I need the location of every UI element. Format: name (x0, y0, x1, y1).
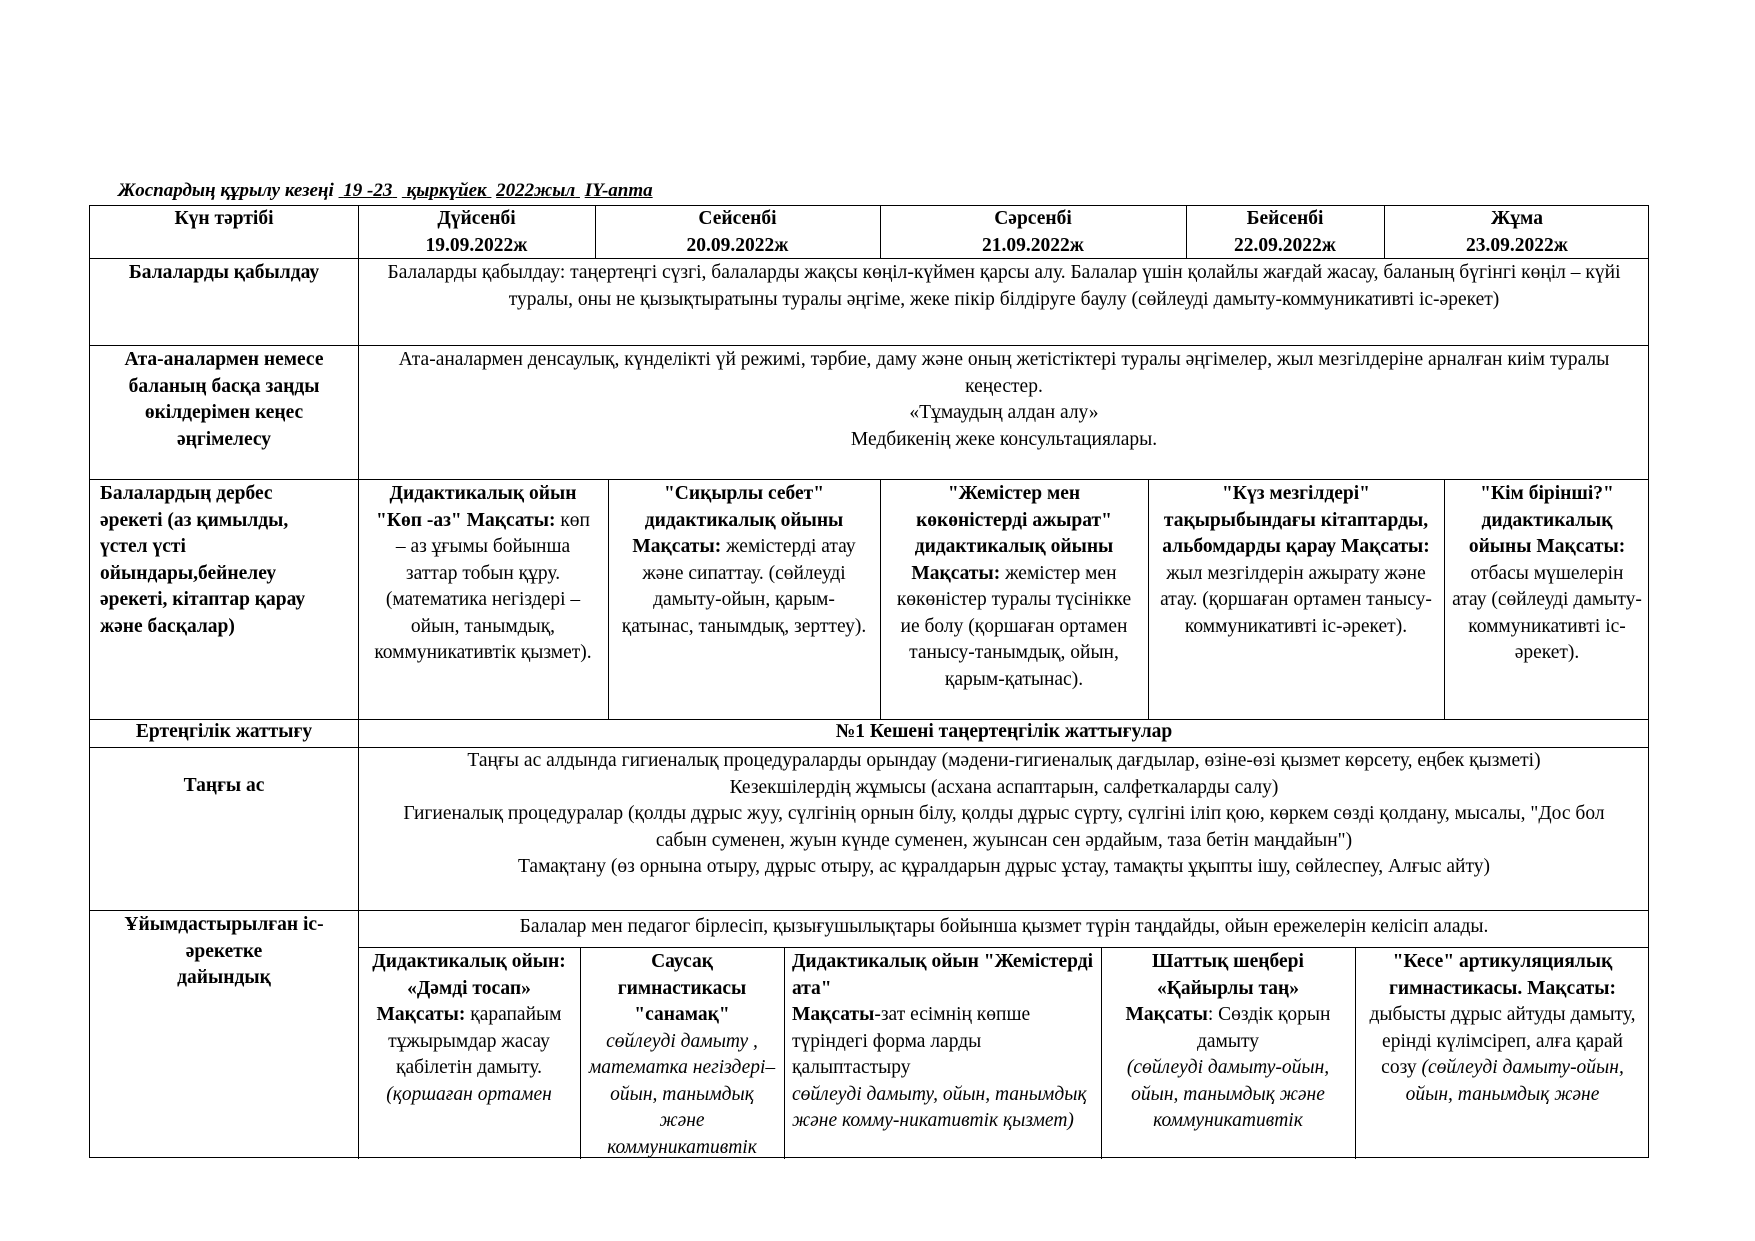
cell-goal-label: Мақсаты: (1527, 977, 1616, 999)
label-line: әрекеті, кітаптар қарау (100, 589, 306, 610)
title-prefix: Жоспардың құрылу кезеңі (118, 180, 334, 201)
cell-note: (сөйлеуді дамыту-ойын, ойын, танымдық және коммуникативтік (1126, 1057, 1330, 1131)
parents-line: Медбикенің жеке консультациялары. (850, 428, 1158, 450)
cell-title: "Кім бірінші?" дидактикалық ойыны (1468, 483, 1614, 557)
row-label-organized (90, 910, 358, 1159)
cell-note: (қоршаған ортамен танысу-танымдық, ойын, қарым-қатынас). (909, 615, 1128, 690)
cell-note: (қоршаған ортамен танысу-коммуникативті іс-әрекет). (1184, 589, 1432, 637)
day-name: Бейсенбі (1246, 208, 1324, 229)
organized-cell-3 (784, 947, 1101, 1159)
cell-goal: жыл мезгілдерін ажырату және атау. (1160, 562, 1426, 610)
cell-goal: көп – аз ұғымы бойынша заттар тобын құру. (395, 509, 590, 584)
cell-goal-label: Мақсаты: (632, 536, 722, 557)
day-name: Жұма (1491, 208, 1543, 229)
cell-goal-label: Мақсаты: (1536, 536, 1626, 557)
day-date: 20.09.2022ж (686, 234, 789, 256)
breakfast-line: Гигиеналық процедуралар (қолды дұрыс жуу, сүлгінің орнын білу, қолды дұрыс сүрту, сүлгіні іліп қою, көркем сөзді қолдану, мысалы, "Дос бол сабын суменен, жуын күнде суменен, жуынсан сен әрдайым, таза бетін маңдайын") (403, 803, 1605, 851)
independent-cell-4 (1148, 479, 1444, 719)
label-line: Балалардың дербес (100, 483, 273, 504)
independent-cell-3 (880, 479, 1148, 719)
organized-cell-1 (358, 947, 580, 1159)
label-line: әрекеті (аз қимылды, (100, 509, 289, 531)
cell-title: Саусақ гимнастикасы "санамақ" (617, 951, 747, 1025)
breakfast-line: Кезекшілердің жұмысы (асхана аспаптарын, салфеткаларды салу) (729, 776, 1279, 798)
cell-title: Шаттық шеңбері «Қайырлы таң» (1152, 951, 1304, 999)
cell-note: сөйлеуді дамыту, ойын, танымдық және комму-никативтік қызмет) (792, 1083, 1087, 1131)
cell-title: Дидактикалық ойын: «Дәмді тосап» (372, 951, 566, 999)
breakfast-line: Тамақтану (өз орнына отыру, дұрыс отыру, ас құралдарын дұрыс ұстау, тамақты ұқыпты ішу, сөйлеспеу, Алғыс айту) (517, 856, 1491, 877)
cell-goal-label: Мақсаты (1125, 1004, 1208, 1025)
day-name: Сейсенбі (698, 208, 777, 229)
label-line: Ұйымдастырылған іс- (124, 914, 324, 935)
day-date: 19.09.2022ж (425, 234, 528, 256)
header-first-col (90, 206, 358, 258)
parents-text (358, 345, 1650, 479)
cell-title: Дидактикалық ойын "Жемістерді ата" (792, 951, 1094, 999)
cell-title: "Күз мезгілдері" тақырыбындағы кітаптарды, альбомдарды қарау (1162, 483, 1429, 557)
exercise-text-content: №1 Кешені таңертеңгілік жаттығулар (835, 721, 1173, 742)
cell-goal: жемістерді атау және сипаттау. (642, 536, 856, 584)
organized-cell-4 (1101, 947, 1355, 1159)
page-title (118, 180, 653, 202)
cell-goal-label: Мақсаты: (911, 562, 1001, 584)
independent-cell-5 (1444, 479, 1650, 719)
title-month: қыркүйек (406, 180, 487, 201)
day-date: 21.09.2022ж (982, 234, 1084, 256)
label-line: өкілдерімен кеңес (144, 402, 304, 423)
day-name: Дүйсенбі (437, 208, 516, 229)
cell-goal-label: Мақсаты: (1340, 536, 1430, 557)
header-day-1 (358, 206, 595, 258)
independent-cell-2 (608, 479, 880, 719)
cell-title: Дидактикалық ойын "Көп -аз" (376, 483, 577, 531)
independent-cell-1 (358, 479, 608, 719)
cell-note: сөйлеуді дамыту , математка негіздері– ойын, танымдық және коммуникативтік (588, 1030, 776, 1158)
label-line: дайындық (177, 967, 271, 988)
parents-line: Ата-аналармен денсаулық, күнделікті үй режимі, тәрбие, даму және оның жетістіктері туралы әңгімелер, жыл мезгілдеріне арналған киім туралы кеңестер. (398, 349, 1610, 397)
row-label-text: Таңғы ас (183, 775, 265, 796)
cell-title: "Сиқырлы себет" дидактикалық ойыны (644, 483, 844, 531)
label-line: үстел үсті (100, 536, 186, 557)
header-day-2 (595, 206, 880, 258)
header-day-5 (1384, 206, 1650, 258)
row-label-parents (90, 345, 358, 479)
row-label-reception (90, 258, 358, 345)
label-line: әңгімелесу (176, 428, 272, 450)
header-first-col-label: Күн тәртібі (174, 208, 274, 229)
row-label-breakfast (90, 747, 358, 910)
row-label-independent (90, 479, 358, 719)
cell-goal-label: Мақсаты: (376, 1004, 466, 1025)
schedule-table (89, 205, 1649, 1158)
cell-goal: -зат есімнің көпше түріндегі форма ларды қалыптастыру (792, 1004, 1031, 1078)
title-year: 2022жыл (496, 180, 576, 201)
cell-goal: отбасы мүшелерін атау (1452, 562, 1624, 610)
title-week: IY-апта (584, 180, 653, 201)
parents-line: «Тұмаудың алдан алу» (909, 402, 1099, 423)
breakfast-line: Таңғы ас алдында гигиеналық процедураларды орындау (мәдени-гигиеналық дағдылар, өзіне-өзі қызмет көрсету, еңбек қызметі) (467, 750, 1541, 771)
label-line: Ата-аналармен немесе (124, 349, 324, 370)
title-dates: 19 -23 (343, 180, 393, 201)
label-line: баланың басқа заңды (128, 375, 320, 397)
header-day-3 (880, 206, 1186, 258)
cell-goal: қарапайым тұжырымдар жасау қабілетін дамыту. (388, 1004, 562, 1078)
organized-intro (358, 910, 1650, 947)
label-line: және басқалар) (100, 615, 235, 637)
cell-title: "Кесе" артикуляциялық гимнастикасы. (1389, 951, 1613, 999)
header-day-4 (1186, 206, 1384, 258)
cell-goal-label: Мақсаты: (466, 509, 556, 531)
cell-title: "Жемістер мен көкөністерді ажырат" дидактикалық ойыны (914, 483, 1114, 557)
label-line: әрекетке (185, 940, 263, 962)
label-line: ойындары,бейнелеу (100, 562, 277, 584)
row-label-text: Балаларды қабылдау (128, 262, 320, 283)
organized-cell-5 (1355, 947, 1650, 1159)
day-date: 23.09.2022ж (1466, 234, 1568, 256)
day-date: 22.09.2022ж (1234, 234, 1336, 256)
cell-note: (сөйлеуді дамыту-ойын, ойын, танымдық және (1405, 1057, 1624, 1105)
cell-note: (сөйлеуді дамыту-ойын, қарым-қатынас, танымдық, зерттеу). (621, 562, 867, 637)
cell-goal: : Сөздік қорын дамыту (1196, 1004, 1331, 1052)
exercise-text (358, 719, 1650, 747)
cell-note: (сөйлеуді дамыту-коммуникативті іс-әрекет). (1468, 589, 1642, 663)
reception-text-content: Балаларды қабылдау: таңертеңгі сүзгі, балаларды жақсы көңіл-күймен қарсы алу. Балалар үшін қолайлы жағдай жасау, баланың бүгінгі көңіл – күйі туралы, оны не қызықтыратыны туралы әңгіме, жеке пікір білдіруге баулу (сөйлеуді дамыту-коммуникативті іс-әрекет) (387, 262, 1621, 310)
organized-cell-2 (580, 947, 784, 1159)
cell-goal: дыбысты дұрыс айтуды дамыту, ерінді күлімсіреп, алға қарай созу (1369, 1004, 1636, 1078)
reception-text (358, 258, 1650, 345)
cell-note: (математика негіздері – ойын, танымдық, коммуникативтік қызмет). (374, 589, 592, 663)
day-name: Сәрсенбі (994, 208, 1072, 229)
cell-goal-label: Мақсаты (792, 1004, 875, 1025)
cell-note: (қоршаған ортамен (386, 1083, 552, 1105)
breakfast-text (358, 747, 1650, 910)
organized-intro-text: Балалар мен педагог бірлесіп, қызығушылықтары бойынша қызмет түрін таңдайды, ойын ережелерін келісіп алады. (519, 916, 1489, 937)
row-label-text: Ертеңгілік жаттығу (135, 721, 313, 742)
row-label-exercise (90, 719, 358, 747)
cell-goal: жемістер мен көкөністер туралы түсінікке ие болу (896, 562, 1132, 637)
